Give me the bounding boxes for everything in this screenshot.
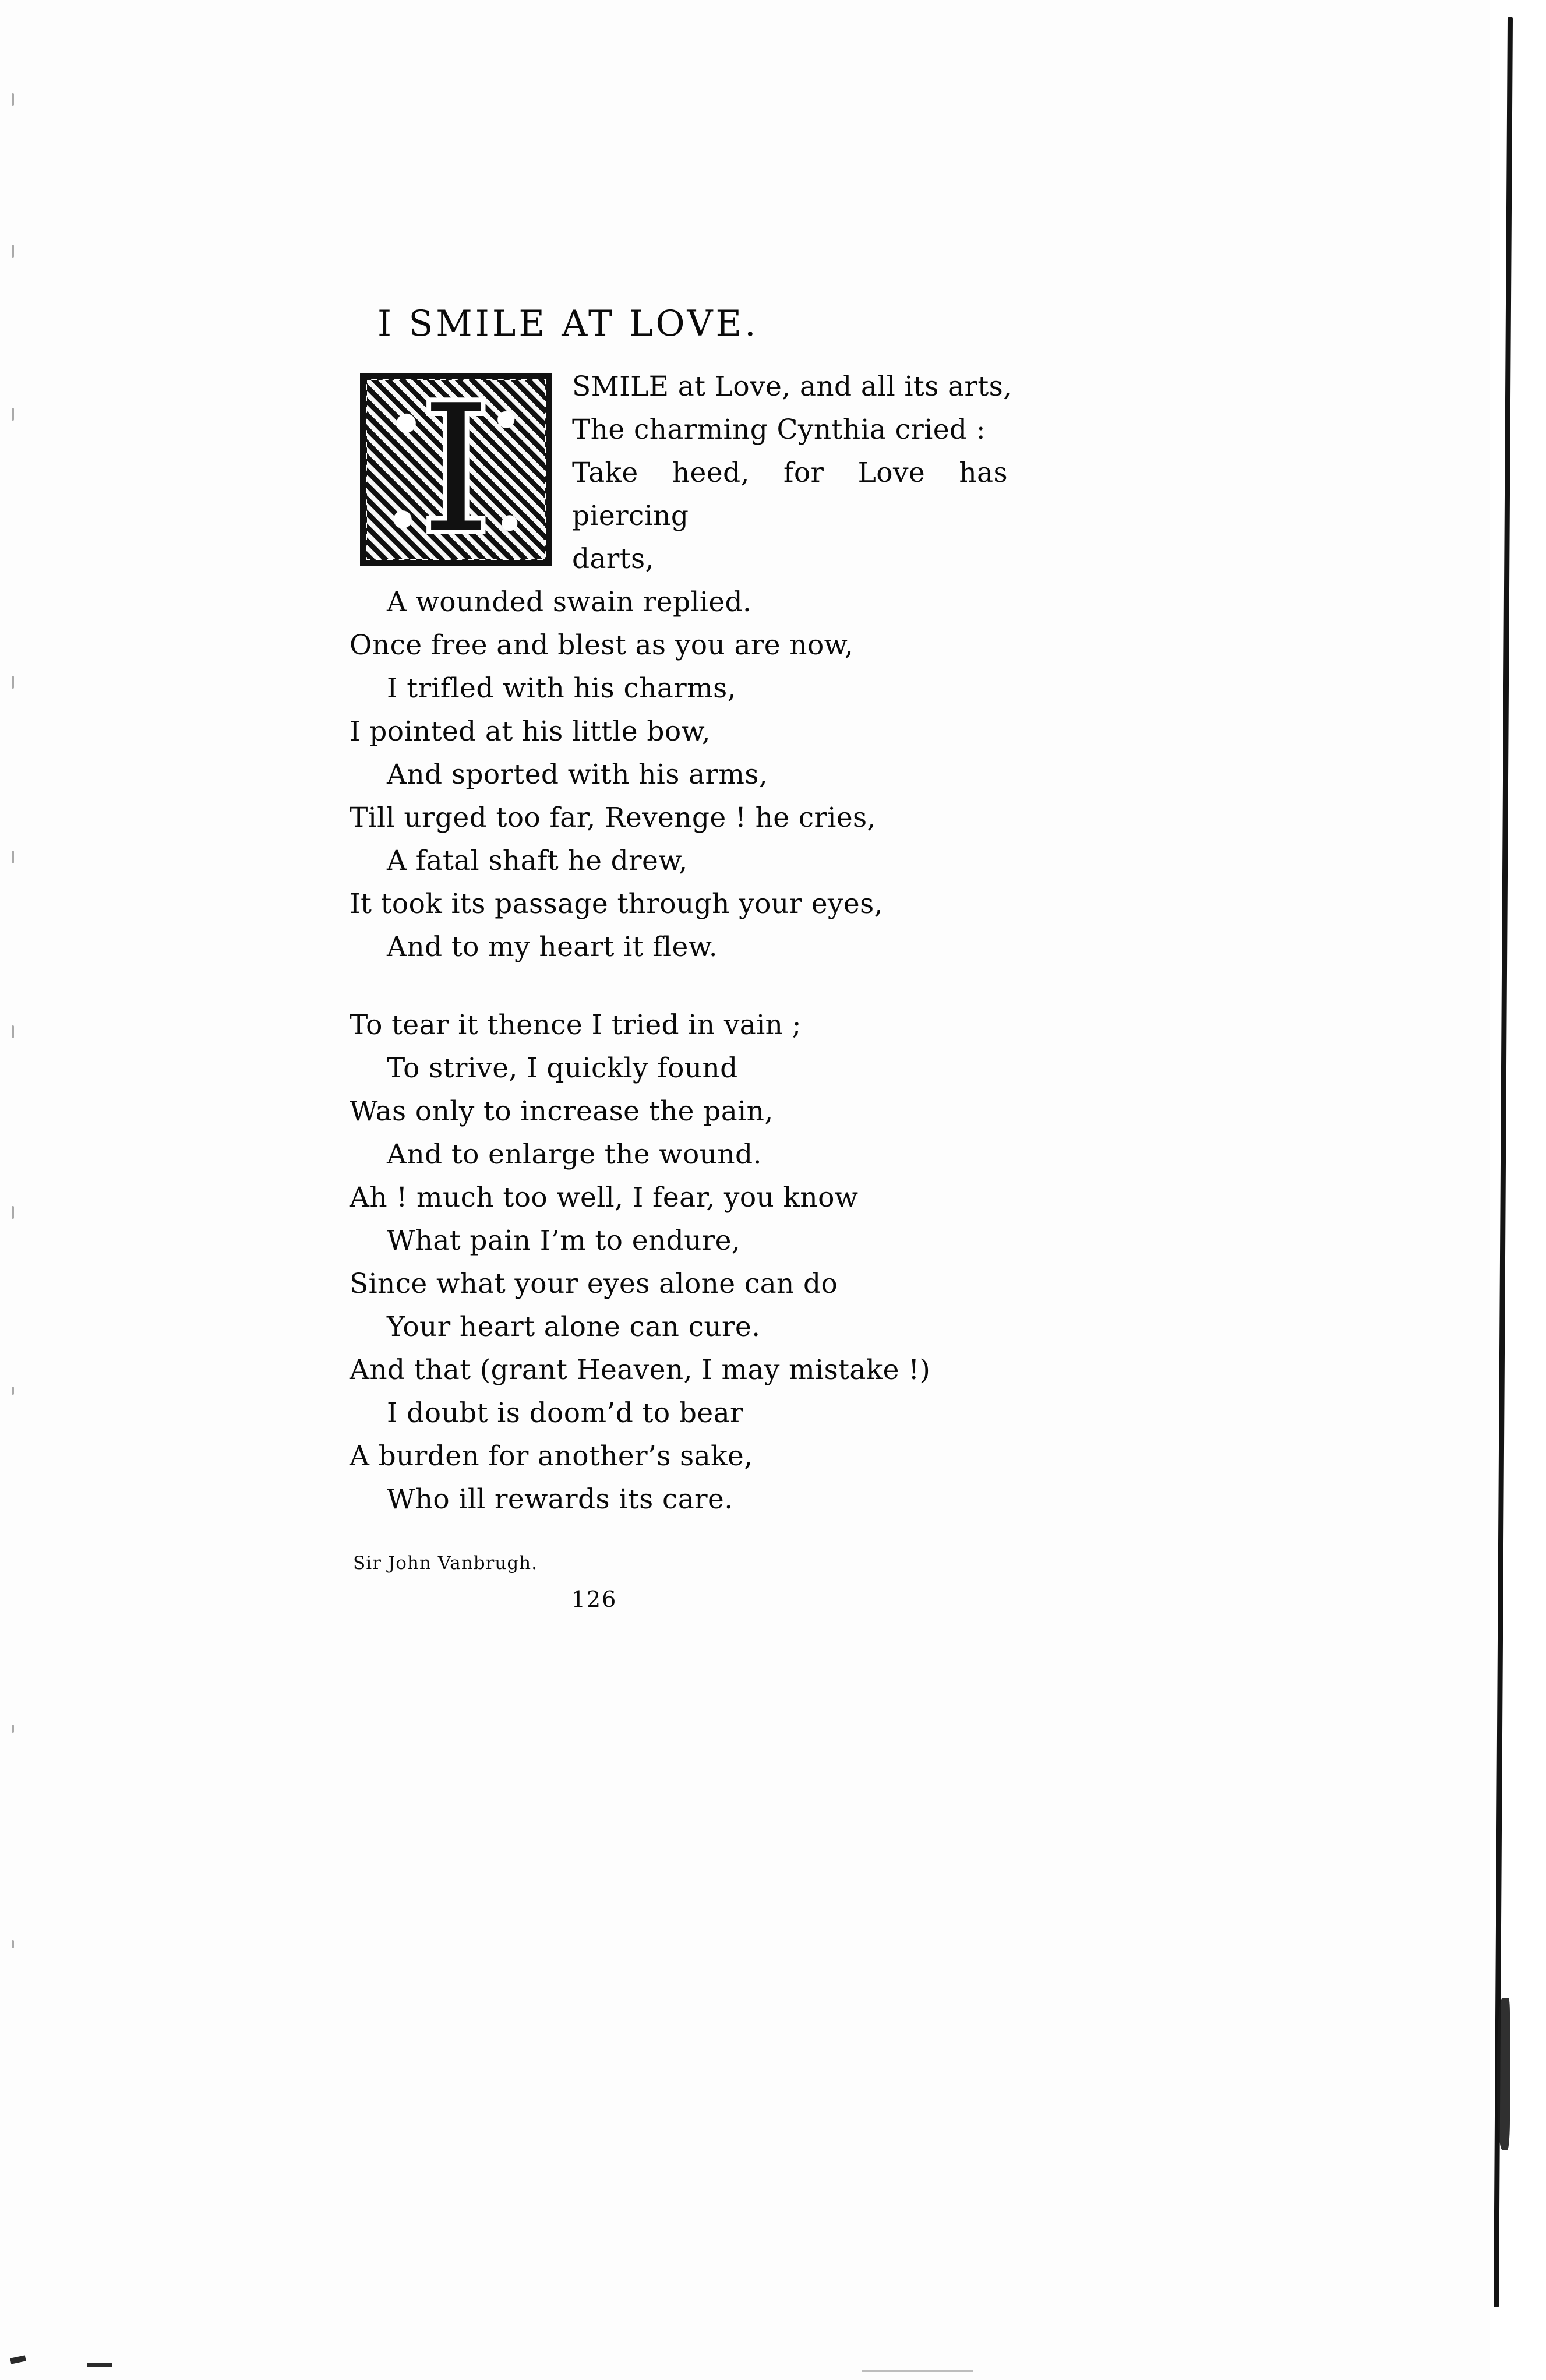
poem-block <box>350 303 1357 1612</box>
poem-line: Since what your eyes alone can do <box>350 1268 838 1300</box>
poem-line: Ah ! much too well, I fear, you know <box>350 1182 859 1214</box>
poem-line: I pointed at his little bow, <box>350 715 711 748</box>
poem-line: Your heart alone can cure. <box>387 1311 761 1343</box>
poem-line: A wounded swain replied. <box>387 586 752 618</box>
poem-line: Who ill rewards its care. <box>387 1483 733 1515</box>
illuminated-dropcap-icon <box>360 373 552 566</box>
poem-line: Once free and blest as you are now, <box>350 629 854 661</box>
poem-line: To strive, I quickly found <box>387 1052 738 1084</box>
poem-line: And to my heart it flew. <box>387 931 718 963</box>
poem-line: What pain I’m to endure, <box>387 1225 741 1257</box>
page-title: I SMILE AT LOVE. <box>377 303 759 344</box>
stanza-2 <box>350 1004 1357 1521</box>
poem-line: To tear it thence I tried in vain ; <box>350 1009 802 1041</box>
poem-line: Was only to increase the pain, <box>350 1095 774 1127</box>
poem-line: darts, <box>572 543 654 575</box>
poem-line: Till urged too far, Revenge ! he cries, <box>350 802 876 834</box>
page-number: 126 <box>571 1586 617 1612</box>
poem-line: Take heed, for Love has piercing <box>572 457 1017 532</box>
poem-line: And sported with his arms, <box>387 759 768 791</box>
poem-line: A fatal shaft he drew, <box>387 845 688 877</box>
author-attribution: Sir John Vanbrugh. <box>353 1553 538 1574</box>
poem-line: And that (grant Heaven, I may mistake !) <box>350 1354 931 1386</box>
poem-line: The charming Cynthia cried : <box>572 414 986 446</box>
stanza-separator <box>350 969 1357 1004</box>
poem-line: And to enlarge the wound. <box>387 1138 762 1170</box>
poem-line: It took its passage through your eyes, <box>350 888 883 920</box>
poem-line: I doubt is doom’d to bear <box>387 1397 743 1429</box>
stanza-1 <box>350 365 1357 969</box>
poem-line: SMILE at Love, and all its arts, <box>572 371 1012 403</box>
poem-line: A burden for another’s sake, <box>350 1440 753 1472</box>
poem-line: I trifled with his charms, <box>387 672 736 704</box>
